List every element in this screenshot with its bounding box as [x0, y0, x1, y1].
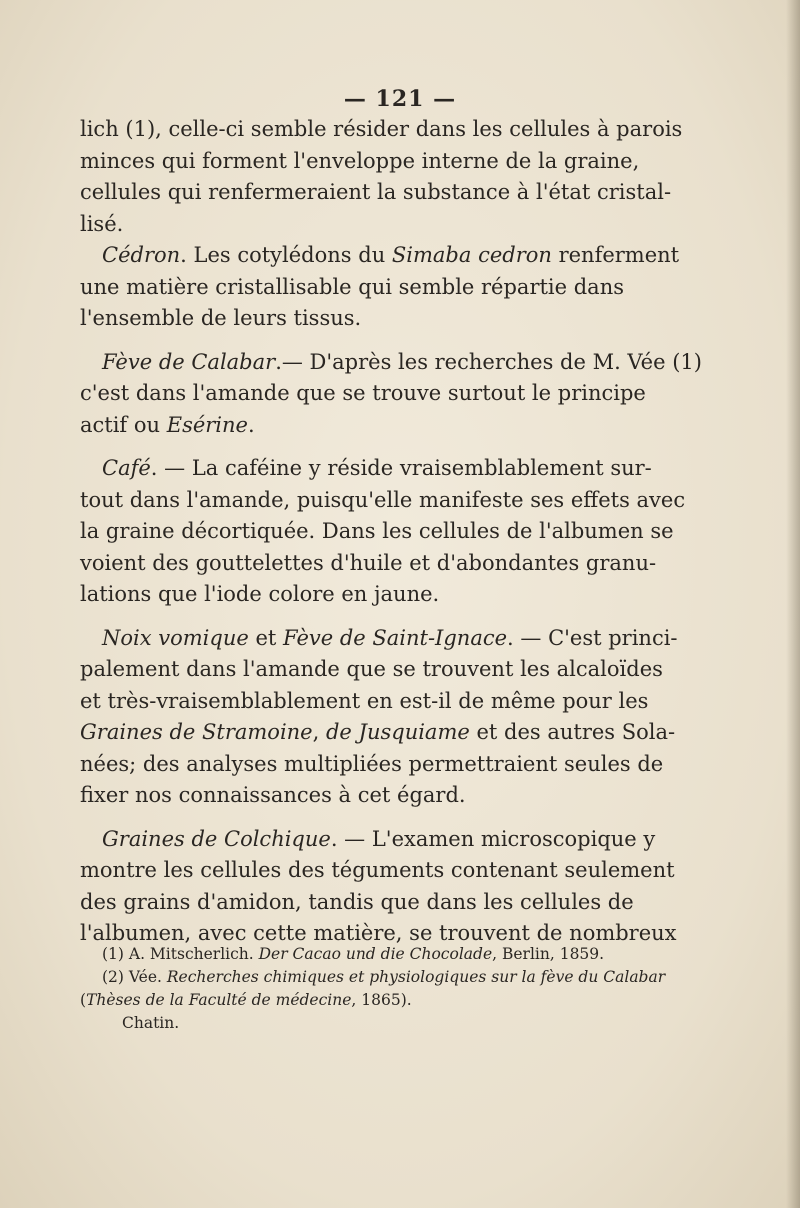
italic-run: Graines de Colchique: [102, 826, 331, 851]
text-run: cellules qui renfermeraient la substance à l'état cristal-: [80, 180, 672, 204]
paragraph-graines-de-colchique: [80, 824, 677, 950]
text-line: [80, 824, 656, 856]
italic-run: Cédron: [102, 243, 181, 267]
text-line: [80, 887, 634, 919]
text-run: . Les cotylédons du: [180, 243, 392, 267]
text-run: l'albumen, avec cette matière, se trouvent de nombreux: [80, 921, 677, 945]
text-run: (1) A. Mitscherlich.: [102, 945, 259, 963]
footnote-2-continuation: [80, 989, 620, 1012]
text-run: .: [247, 412, 255, 437]
text-line: [80, 209, 618, 241]
text-line: [80, 686, 649, 718]
text-run: , Berlin, 1859.: [492, 945, 605, 963]
text-run: lations que l'iode colore en jaune.: [80, 582, 440, 606]
text-run: , 1865).: [351, 991, 412, 1009]
text-run: actif ou: [80, 412, 167, 437]
text-run: renferment: [551, 243, 680, 267]
body-text: [80, 114, 702, 950]
text-run: voient des gouttelettes d'huile et d'abondantes granu-: [80, 550, 657, 575]
text-run: des grains d'amidon, tandis que dans les cellules de: [80, 889, 634, 914]
text-run: l'ensemble de leurs tissus.: [80, 306, 362, 330]
text-run: (2) Vée.: [102, 968, 167, 986]
italic-run: Graines de Stramoine: [80, 720, 313, 744]
text-run: .— D'après les recherches de M. Vée (1): [275, 349, 702, 374]
italic-run: Café: [102, 456, 151, 480]
text-run: montre les cellules des téguments contenant seulement: [80, 858, 675, 882]
italic-run: Fève de Saint-Ignace: [283, 625, 508, 650]
text-line: [80, 485, 686, 517]
italic-run: Esérine: [166, 412, 248, 437]
text-line: [80, 579, 618, 611]
italic-run: Fève de Calabar: [102, 349, 276, 374]
text-line: [80, 240, 680, 272]
text-line: [80, 516, 674, 548]
text-line: [80, 303, 618, 335]
italic-run: Der Cacao und die Chocolade: [258, 945, 493, 963]
paragraph-cedron: [80, 240, 680, 335]
text-run: . — C'est princi-: [507, 625, 678, 650]
text-line: [80, 272, 625, 304]
italic-run: Recherches chimiques et physiologiques sur la fève du Calabar: [166, 968, 666, 986]
text-run: une matière cristallisable qui semble répartie dans: [80, 274, 625, 299]
text-line: [80, 347, 702, 379]
text-line: [80, 623, 678, 655]
text-line: [80, 548, 657, 580]
text-run: palement dans l'amande que se trouvent les alcaloïdes: [80, 657, 663, 681]
text-line: [80, 749, 664, 781]
paragraph-feve-de-calabar: [80, 347, 702, 442]
footnotes: [80, 943, 666, 1035]
text-run: c'est dans l'amande que se trouve surtout le principe: [80, 381, 646, 405]
paragraph-cafe: [80, 453, 686, 611]
text-line: [80, 378, 646, 410]
text-line: [80, 717, 676, 749]
text-run: et des autres Sola-: [469, 720, 676, 744]
text-line: [80, 855, 675, 887]
text-run: nées; des analyses multipliées permettraient seules de: [80, 751, 664, 776]
text-line: [80, 410, 618, 442]
footnote-2: [80, 966, 666, 989]
text-run: (: [80, 991, 87, 1009]
page-number: — 121 —: [343, 86, 457, 112]
text-run: et: [248, 625, 284, 650]
signature: Chatin.: [122, 1014, 180, 1032]
text-line: [80, 114, 683, 146]
italic-run: Simaba cedron: [391, 243, 552, 267]
text-line: [80, 177, 672, 209]
text-run: lisé.: [80, 211, 124, 236]
page-edge-shadow: [786, 0, 800, 1208]
text-line: [80, 146, 640, 178]
text-run: . — L'examen microscopique y: [330, 826, 656, 851]
text-run: minces qui forment l'enveloppe interne de la graine,: [80, 148, 640, 173]
paragraph-noix-vomique: [80, 623, 678, 812]
text-run: ,: [312, 720, 326, 744]
italic-run: de Jusquiame: [325, 720, 470, 744]
text-run: . — La caféine y réside vraisemblablement sur-: [150, 456, 652, 480]
text-line: [80, 780, 618, 812]
paragraph-continuation: [80, 114, 683, 240]
italic-run: Thèses de la Faculté de médecine: [86, 991, 352, 1009]
text-run: et très-vraisemblablement en est-il de même pour les: [80, 688, 649, 713]
text-line: [80, 654, 663, 686]
text-run: lich (1), celle-ci semble résider dans les cellules à parois: [80, 117, 683, 141]
footnote-1: [80, 943, 620, 966]
italic-run: Noix vomique: [102, 625, 249, 650]
text-run: tout dans l'amande, puisqu'elle manifeste ses effets avec: [80, 487, 686, 512]
text-run: fixer nos connaissances à cet égard.: [80, 783, 466, 807]
text-line: [80, 453, 652, 485]
text-run: la graine décortiquée. Dans les cellules de l'albumen se: [80, 519, 674, 543]
